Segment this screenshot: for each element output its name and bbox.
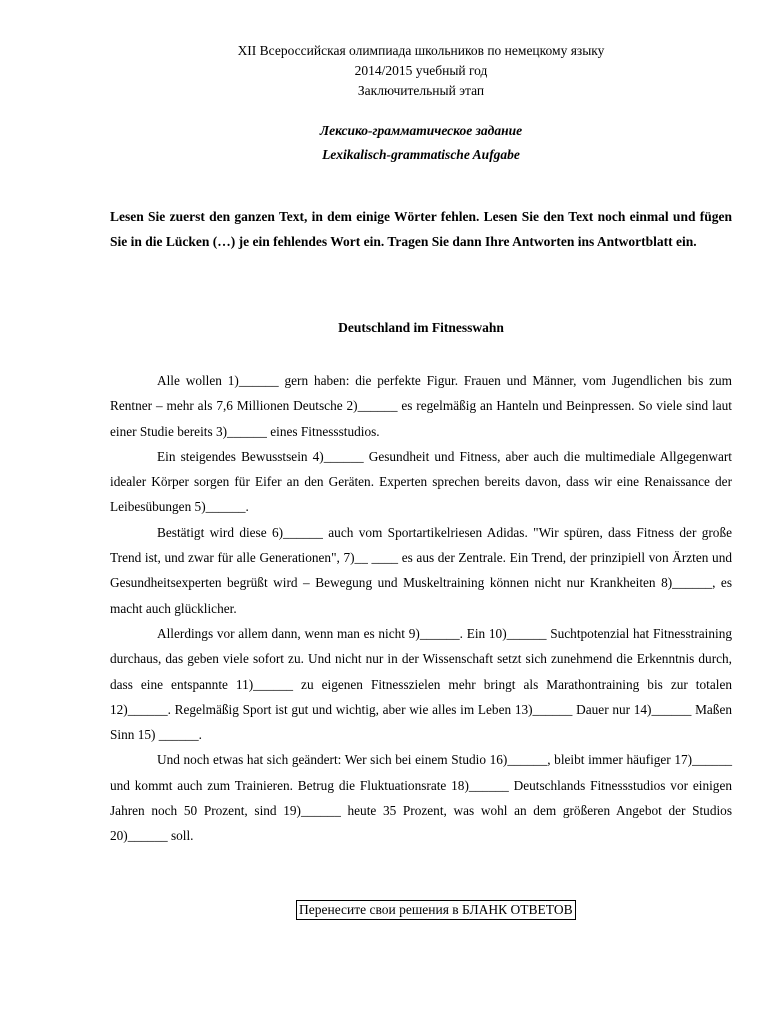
task-instruction: Lesen Sie zuerst den ganzen Text, in dem einige Wörter fehlen. Lesen Sie den Text noch einmal und fügen Sie in die Lücken (…) je ein fehlendes Wort ein. Tragen Sie dann Ihre Antworten ins Antwortblatt ein. xyxy=(110,209,732,249)
task-title xyxy=(110,119,732,167)
paragraph-2: Ein steigendes Bewusstsein 4)______ Gesundheit und Fitness, aber auch die multimediale Allgegenwart idealer Körper sorgen für Eifer an den Geräten. Experten sprechen bereits davon, dass wir eine Renaissance der Leibesübungen 5)______. xyxy=(110,448,732,515)
text-title: Deutschland im Fitnesswahn xyxy=(338,320,504,335)
olympiad-title: XII Всероссийская олимпиада школьников по немецкому языку xyxy=(237,43,605,58)
task-title-german: Lexikalisch-grammatische Aufgabe xyxy=(322,147,520,162)
document-header xyxy=(110,41,732,101)
paragraph-1: Alle wollen 1)______ gern haben: die perfekte Figur. Frauen und Männer, vom Jugendlichen bis zum Rentner – mehr als 7,6 Millionen Deutsche 2)______ es regelmäßig an Hanteln und Beinpressen. So viele sind laut einer Studie bereits 3)______ eines Fitnessstudios. xyxy=(110,373,732,439)
academic-year: 2014/2015 учебный год xyxy=(354,63,488,78)
task-title-russian: Лексико-грамматическое задание xyxy=(319,123,523,138)
answer-sheet-note: Перенесите свои решения в БЛАНК ОТВЕТОВ xyxy=(296,900,576,920)
paragraph-5: Und noch etwas hat sich geändert: Wer sich bei einem Studio 16)______, bleibt immer häufiger 17)______ und kommt auch zum Trainieren. Betrug die Fluktuationsrate 18)______ Deutschlands Fitnessstudios vor einigen Jahren noch 50 Prozent, sind 19)______ heute 35 Prozent, was wohl an dem größeren Angebot der Studios 20)______ soll. xyxy=(110,752,732,844)
paragraph-4: Allerdings vor allem dann, wenn man es nicht 9)______. Ein 10)______ Suchtpotenzial hat Fitnesstraining durchaus, das geben viele sofort zu. Und nicht nur in der Wissenschaft setzt sich zunehmend die Erkenntnis durch, dass eine entspannte 11)______ zu eigenen Fitnesszielen mehr bringt als Marathontraining bis zur totalen 12)______. Regelmäßig Sport ist gut und wichtig, aber wie alles im Leben 13)______ Dauer nur 14)______ Maßen Sinn 15) ______. xyxy=(110,625,732,743)
stage-name: Заключительный этап xyxy=(357,83,485,98)
reading-text xyxy=(110,368,732,849)
paragraph-3: Bestätigt wird diese 6)______ auch vom Sportartikelriesen Adidas. "Wir spüren, dass Fitness der große Trend ist, und zwar für alle Generationen", 7)__ ____ es aus der Zentrale. Ein Trend, der prinzipiell von Ärzten und Gesundheitsexperten begrüßt wird – Bewegung und Muskeltraining können nicht nur Krankheiten 8)______, es macht auch glücklicher. xyxy=(110,524,732,616)
